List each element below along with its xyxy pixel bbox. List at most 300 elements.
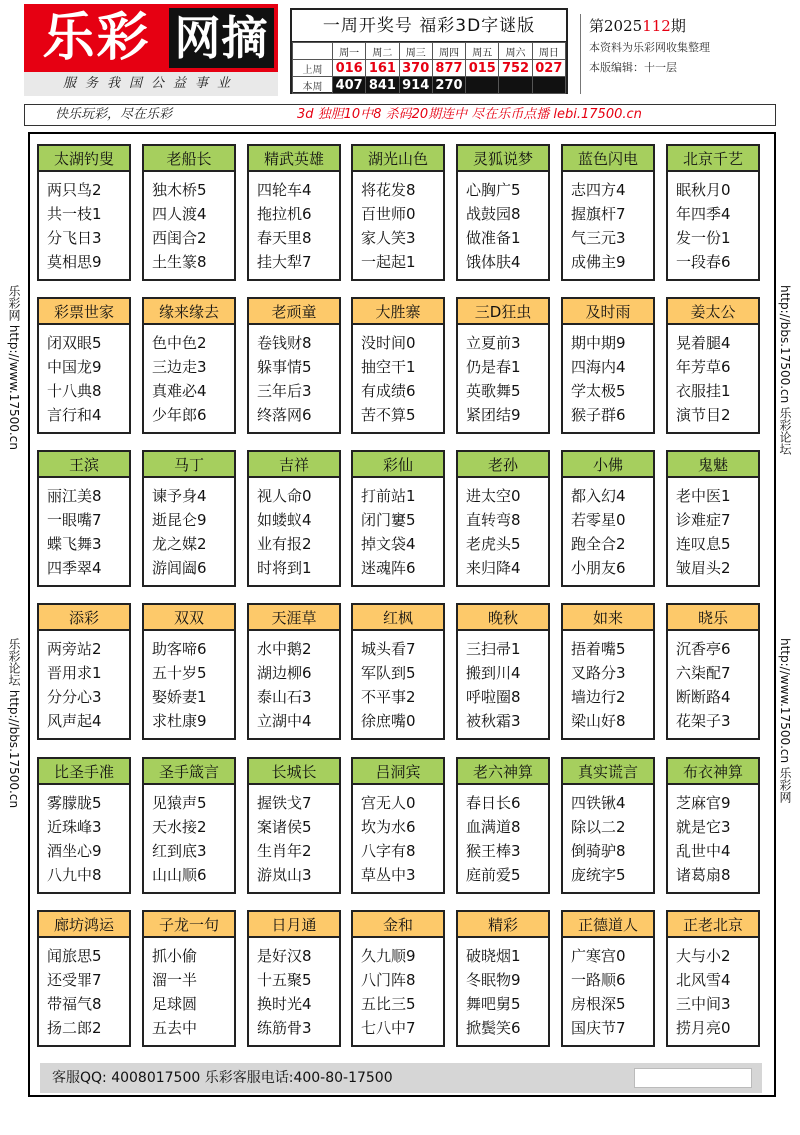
riddle-line: 分分心3 <box>47 688 102 706</box>
riddle-card <box>666 144 760 281</box>
riddle-line: 军队到5 <box>361 664 416 682</box>
riddle-line: 生肖年2 <box>257 842 312 860</box>
riddle-line: 红到底3 <box>152 842 207 860</box>
logo <box>24 4 278 72</box>
riddle-line: 如蝼蚁4 <box>257 511 312 529</box>
riddle-line: 老中医1 <box>676 487 731 505</box>
riddle-line: 不平事2 <box>361 688 416 706</box>
riddle-lines <box>361 791 416 887</box>
riddle-line: 城头看7 <box>361 640 416 658</box>
riddle-line: 断断路4 <box>676 688 731 706</box>
riddle-line: 是好汉8 <box>257 947 312 965</box>
riddle-line: 三年后3 <box>257 382 312 400</box>
riddle-line: 游闾阖6 <box>152 559 207 577</box>
riddle-lines <box>361 331 416 427</box>
riddle-line: 十五聚5 <box>257 971 312 989</box>
riddle-line: 西闺合2 <box>152 229 207 247</box>
riddle-line: 晃着腿4 <box>676 334 731 352</box>
riddle-lines <box>571 944 626 1040</box>
riddle-line: 一眼嘴7 <box>47 511 102 529</box>
slogan-left: 快乐玩彩，尽在乐彩 <box>55 107 173 122</box>
riddle-line: 业有报2 <box>257 535 312 553</box>
riddle-line: 跑全合2 <box>571 535 626 553</box>
draw-number: 914 <box>399 77 432 94</box>
riddle-author: 圣手箴言 <box>144 759 234 785</box>
weekly-draw-panel <box>290 8 568 94</box>
issue-number: 112 <box>642 17 671 35</box>
issue-info <box>580 14 780 94</box>
riddle-line: 沉香亭6 <box>676 640 731 658</box>
riddle-line: 大与小2 <box>676 947 731 965</box>
riddle-line: 晋用求1 <box>47 664 102 682</box>
riddle-line: 期中期9 <box>571 334 626 352</box>
riddle-card <box>351 144 445 281</box>
footer-bar <box>40 1063 762 1093</box>
riddle-line: 墙边行2 <box>571 688 626 706</box>
riddle-lines <box>571 637 626 733</box>
riddle-line: 换时光4 <box>257 995 312 1013</box>
riddle-line: 心胸广5 <box>466 181 521 199</box>
riddle-line: 助客啼6 <box>152 640 207 658</box>
riddle-line: 宫无人0 <box>361 794 416 812</box>
riddle-line: 躲事情5 <box>257 358 312 376</box>
riddle-line: 掉文袋4 <box>361 535 416 553</box>
riddle-lines <box>152 637 207 733</box>
riddle-line: 诊难症7 <box>676 511 731 529</box>
riddle-lines <box>152 484 207 580</box>
riddle-author: 晓乐 <box>668 605 758 631</box>
draw-number: 407 <box>333 77 366 94</box>
riddle-line: 终落网6 <box>257 406 312 424</box>
riddle-line: 逝昆仑9 <box>152 511 207 529</box>
riddle-author: 太湖钓叟 <box>39 146 129 172</box>
footer-blank-box <box>634 1068 752 1088</box>
riddle-line: 土生篆8 <box>152 253 207 271</box>
riddle-card <box>247 603 341 740</box>
riddle-line: 猴子群6 <box>571 406 626 424</box>
riddle-line: 案诸侯5 <box>257 818 312 836</box>
riddle-line: 六柒配7 <box>676 664 731 682</box>
riddle-author: 布衣神算 <box>668 759 758 785</box>
riddle-line: 山山顺6 <box>152 866 207 884</box>
riddle-card <box>37 144 131 281</box>
riddle-line: 眠秋月0 <box>676 181 731 199</box>
riddle-card <box>37 297 131 434</box>
issue-editor: 本版编辑：十一层 <box>589 61 677 74</box>
riddle-line: 搬到川4 <box>466 664 521 682</box>
riddle-card <box>561 297 655 434</box>
riddle-line: 直转弯8 <box>466 511 521 529</box>
draw-number <box>499 77 532 94</box>
riddle-line: 风声起4 <box>47 712 102 730</box>
riddle-lines <box>361 178 416 274</box>
draw-number <box>532 77 565 94</box>
riddle-line: 志四方4 <box>571 181 626 199</box>
riddle-line: 年四季4 <box>676 205 731 223</box>
riddle-author: 长城长 <box>249 759 339 785</box>
riddle-author: 廊坊鸿运 <box>39 912 129 938</box>
riddle-lines <box>466 944 521 1040</box>
riddle-lines <box>257 637 312 733</box>
riddle-line: 成佛主9 <box>571 253 626 271</box>
riddle-line: 抓小偷 <box>152 947 198 965</box>
riddle-lines <box>47 178 102 274</box>
riddle-line: 四人渡4 <box>152 205 207 223</box>
riddle-line: 做准备1 <box>466 229 521 247</box>
riddle-line: 分飞日3 <box>47 229 102 247</box>
riddle-author: 红枫 <box>353 605 443 631</box>
riddle-line: 花架子3 <box>676 712 731 730</box>
riddle-line: 还受罪7 <box>47 971 102 989</box>
riddle-lines <box>466 178 521 274</box>
riddle-line: 十八典8 <box>47 382 102 400</box>
riddle-line: 血满道8 <box>466 818 521 836</box>
riddle-line: 莫相思9 <box>47 253 102 271</box>
riddle-author: 小佛 <box>563 452 653 478</box>
riddle-line: 春天里8 <box>257 229 312 247</box>
draw-last-week-row <box>293 60 566 77</box>
riddle-line: 五比三5 <box>361 995 416 1013</box>
slogan-promo: 3d 独胆10中8 杀码20期连中 尽在乐币点播 lebi.17500.cn <box>297 107 642 122</box>
riddle-card <box>456 297 550 434</box>
riddle-author: 正德道人 <box>563 912 653 938</box>
riddle-lines <box>466 791 521 887</box>
riddle-line: 紧团结9 <box>466 406 521 424</box>
riddle-line: 游岚山3 <box>257 866 312 884</box>
draw-title: 一周开奖号 福彩3D字谜版 <box>292 10 566 42</box>
riddle-card <box>561 603 655 740</box>
riddle-line: 家人笑3 <box>361 229 416 247</box>
riddle-line: 连叹息5 <box>676 535 731 553</box>
riddle-line: 闻旅思5 <box>47 947 102 965</box>
riddle-line: 饿体肤4 <box>466 253 521 271</box>
riddle-line: 乱世中4 <box>676 842 731 860</box>
riddle-card <box>142 297 236 434</box>
riddle-line: 一段春6 <box>676 253 731 271</box>
riddle-lines <box>47 331 102 427</box>
riddle-line: 泰山石3 <box>257 688 312 706</box>
riddle-line: 掀鬓笑6 <box>466 1019 521 1037</box>
riddle-lines <box>47 791 102 887</box>
riddle-line: 言行和4 <box>47 406 102 424</box>
riddle-card <box>456 910 550 1047</box>
riddle-card <box>561 450 655 587</box>
riddle-line: 诸葛扇8 <box>676 866 731 884</box>
riddle-author: 子龙一句 <box>144 912 234 938</box>
riddle-lines <box>152 331 207 427</box>
riddle-card <box>247 910 341 1047</box>
riddle-line: 八门阵8 <box>361 971 416 989</box>
riddle-card <box>456 603 550 740</box>
riddle-author: 吉祥 <box>249 452 339 478</box>
riddle-line: 将花发8 <box>361 181 416 199</box>
riddle-author: 三D狂虫 <box>458 299 548 325</box>
riddle-card <box>142 603 236 740</box>
draw-day: 周日 <box>532 43 565 60</box>
riddle-lines <box>47 637 102 733</box>
side-text-left-top: 乐彩网 http://www.17500.cn <box>7 285 21 450</box>
issue-prefix: 第2025 <box>589 17 643 35</box>
draw-day: 周四 <box>432 43 465 60</box>
riddle-lines <box>257 791 312 887</box>
riddle-author: 晚秋 <box>458 605 548 631</box>
riddle-lines <box>257 944 312 1040</box>
riddle-lines <box>466 637 521 733</box>
riddle-line: 一起起1 <box>361 253 416 271</box>
riddle-line: 闭双眼5 <box>47 334 102 352</box>
riddle-line: 徐庶嘴0 <box>361 712 416 730</box>
draw-number: 270 <box>432 77 465 94</box>
last-week-label: 上周 <box>293 60 333 77</box>
riddle-card <box>351 910 445 1047</box>
riddle-line: 老虎头5 <box>466 535 521 553</box>
riddle-lines <box>571 791 626 887</box>
riddle-author: 湖光山色 <box>353 146 443 172</box>
riddle-card <box>247 144 341 281</box>
riddle-card <box>142 910 236 1047</box>
riddle-line: 握铁戈7 <box>257 794 312 812</box>
riddle-lines <box>676 944 731 1040</box>
riddle-line: 七八中7 <box>361 1019 416 1037</box>
riddle-lines <box>152 791 207 887</box>
riddle-author: 及时雨 <box>563 299 653 325</box>
riddle-line: 叉路分3 <box>571 664 626 682</box>
riddle-card <box>456 757 550 894</box>
riddle-card <box>456 144 550 281</box>
riddle-line: 四轮车4 <box>257 181 312 199</box>
riddle-author: 蓝色闪电 <box>563 146 653 172</box>
riddle-author: 马丁 <box>144 452 234 478</box>
riddle-line: 捞月亮0 <box>676 1019 731 1037</box>
draw-days-row <box>293 43 566 60</box>
riddle-line: 一路顺6 <box>571 971 626 989</box>
riddle-line: 五去中 <box>152 1019 198 1037</box>
riddle-card <box>666 757 760 894</box>
riddle-author: 老船长 <box>144 146 234 172</box>
riddle-author: 姜太公 <box>668 299 758 325</box>
riddle-line: 求杜康9 <box>152 712 207 730</box>
riddle-line: 庭前爱5 <box>466 866 521 884</box>
riddle-lines <box>47 944 102 1040</box>
riddle-line: 呼啦圈8 <box>466 688 521 706</box>
issue-number-line <box>589 14 780 38</box>
riddle-line: 都入幻4 <box>571 487 626 505</box>
riddle-line: 演节目2 <box>676 406 731 424</box>
riddle-card <box>37 450 131 587</box>
riddle-card <box>666 297 760 434</box>
riddle-lines <box>676 178 731 274</box>
riddle-card <box>456 450 550 587</box>
riddle-line: 见猿声5 <box>152 794 207 812</box>
logo-right-text: 网摘 <box>169 8 274 68</box>
riddle-lines <box>571 484 626 580</box>
this-week-label: 本周 <box>293 77 333 94</box>
draw-number <box>466 77 499 94</box>
riddle-line: 带福气8 <box>47 995 102 1013</box>
riddle-author: 彩仙 <box>353 452 443 478</box>
riddle-lines <box>571 178 626 274</box>
logo-subtitle: 服务我国公益事业 <box>24 72 278 96</box>
riddle-line: 有成绩6 <box>361 382 416 400</box>
riddle-line: 破晓烟1 <box>466 947 521 965</box>
riddle-line: 湖边柳6 <box>257 664 312 682</box>
riddle-author: 双双 <box>144 605 234 631</box>
riddle-card <box>666 910 760 1047</box>
riddle-line: 学太极5 <box>571 382 626 400</box>
riddle-card <box>666 603 760 740</box>
riddle-line: 近珠峰3 <box>47 818 102 836</box>
riddle-lines <box>152 178 207 274</box>
riddle-card <box>37 910 131 1047</box>
riddle-line: 卷钱财8 <box>257 334 312 352</box>
riddle-line: 打前站1 <box>361 487 416 505</box>
riddle-author: 如来 <box>563 605 653 631</box>
riddle-line: 三扫帚1 <box>466 640 521 658</box>
riddle-lines <box>361 637 416 733</box>
riddle-line: 立夏前3 <box>466 334 521 352</box>
riddle-lines <box>676 637 731 733</box>
riddle-line: 被秋霜3 <box>466 712 521 730</box>
riddle-author: 彩票世家 <box>39 299 129 325</box>
riddle-line: 五十岁5 <box>152 664 207 682</box>
riddle-line: 苦不算5 <box>361 406 416 424</box>
riddle-author: 缘来缘去 <box>144 299 234 325</box>
riddle-lines <box>257 178 312 274</box>
draw-day: 周三 <box>399 43 432 60</box>
riddle-line: 进太空0 <box>466 487 521 505</box>
riddle-card <box>142 144 236 281</box>
riddle-card <box>351 757 445 894</box>
riddle-card <box>561 757 655 894</box>
logo-left-text: 乐彩 <box>42 7 151 68</box>
riddle-lines <box>47 484 102 580</box>
riddle-author: 大胜寨 <box>353 299 443 325</box>
side-text-left-bottom: 乐彩论坛 http://bbs.17500.cn <box>7 638 21 809</box>
riddle-author: 精武英雄 <box>249 146 339 172</box>
riddle-author: 正老北京 <box>668 912 758 938</box>
riddle-line: 小朋友6 <box>571 559 626 577</box>
draw-table <box>292 42 566 94</box>
riddle-lines <box>361 484 416 580</box>
riddle-card <box>351 450 445 587</box>
riddle-line: 若零星0 <box>571 511 626 529</box>
riddle-line: 溜一半 <box>152 971 198 989</box>
riddle-lines <box>257 331 312 427</box>
riddle-line: 抽空干1 <box>361 358 416 376</box>
riddle-line: 气三元3 <box>571 229 626 247</box>
riddle-line: 庞统字5 <box>571 866 626 884</box>
riddle-line: 房根深5 <box>571 995 626 1013</box>
riddle-lines <box>152 944 197 1040</box>
riddle-lines <box>361 944 416 1040</box>
riddle-line: 来归降4 <box>466 559 521 577</box>
riddle-line: 四季翠4 <box>47 559 102 577</box>
slogan-bar <box>24 104 776 126</box>
riddle-line: 少年郎6 <box>152 406 207 424</box>
riddle-author: 真实谎言 <box>563 759 653 785</box>
riddle-line: 三边走3 <box>152 358 207 376</box>
riddle-author: 老六神算 <box>458 759 548 785</box>
footer-contact: 客服QQ: 4008017500 乐彩客服电话:400-80-17500 <box>52 1070 393 1086</box>
riddle-lines <box>466 484 521 580</box>
riddle-line: 两只鸟2 <box>47 181 102 199</box>
riddle-line: 北风雪4 <box>676 971 731 989</box>
riddle-line: 迷魂阵6 <box>361 559 416 577</box>
draw-number: 027 <box>532 60 565 77</box>
riddle-line: 三中间3 <box>676 995 731 1013</box>
riddle-line: 捂着嘴5 <box>571 640 626 658</box>
draw-number: 841 <box>366 77 399 94</box>
riddle-line: 年芳草6 <box>676 358 731 376</box>
issue-suffix: 期 <box>670 17 686 35</box>
riddle-line: 酒坐心9 <box>47 842 102 860</box>
riddle-line: 扬二郎2 <box>47 1019 102 1037</box>
riddle-line: 水中鹅2 <box>257 640 312 658</box>
riddle-line: 中国龙9 <box>47 358 102 376</box>
riddle-author: 金和 <box>353 912 443 938</box>
riddle-author: 比圣手准 <box>39 759 129 785</box>
riddle-line: 坎为水6 <box>361 818 416 836</box>
riddle-card <box>37 603 131 740</box>
riddle-line: 丽江美8 <box>47 487 102 505</box>
riddle-line: 视人命0 <box>257 487 312 505</box>
riddle-line: 仍是春1 <box>466 358 521 376</box>
riddle-line: 两旁站2 <box>47 640 102 658</box>
riddle-author: 灵狐说梦 <box>458 146 548 172</box>
riddle-line: 就是它3 <box>676 818 731 836</box>
riddle-card <box>561 910 655 1047</box>
draw-number: 752 <box>499 60 532 77</box>
draw-number: 016 <box>333 60 366 77</box>
riddle-author: 王滨 <box>39 452 129 478</box>
draw-number: 161 <box>366 60 399 77</box>
riddle-line: 娶娇妻1 <box>152 688 207 706</box>
riddle-line: 战鼓园8 <box>466 205 521 223</box>
riddle-line: 谏予身4 <box>152 487 207 505</box>
riddle-lines <box>676 484 731 580</box>
riddle-line: 除以二2 <box>571 818 626 836</box>
riddle-line: 四海内4 <box>571 358 626 376</box>
riddle-lines <box>676 331 731 427</box>
riddle-card <box>37 757 131 894</box>
riddle-line: 立湖中4 <box>257 712 312 730</box>
riddle-line: 国庆节7 <box>571 1019 626 1037</box>
riddle-line: 英歌舞5 <box>466 382 521 400</box>
riddle-line: 冬眠物9 <box>466 971 521 989</box>
riddle-line: 八九中8 <box>47 866 102 884</box>
riddle-card <box>247 297 341 434</box>
riddle-line: 猴王棒3 <box>466 842 521 860</box>
riddle-card <box>351 603 445 740</box>
riddle-lines <box>257 484 312 580</box>
riddle-line: 天水接2 <box>152 818 207 836</box>
riddle-author: 吕洞宾 <box>353 759 443 785</box>
riddle-line: 发一份1 <box>676 229 731 247</box>
riddle-card <box>561 144 655 281</box>
draw-number: 015 <box>466 60 499 77</box>
riddle-line: 拖拉机6 <box>257 205 312 223</box>
draw-day: 周六 <box>499 43 532 60</box>
riddle-card <box>247 757 341 894</box>
riddle-line: 衣服挂1 <box>676 382 731 400</box>
riddle-line: 八字有8 <box>361 842 416 860</box>
riddle-lines <box>676 791 731 887</box>
riddle-line: 春日长6 <box>466 794 521 812</box>
riddle-line: 色中色2 <box>152 334 207 352</box>
riddle-card <box>666 450 760 587</box>
riddle-line: 雾朦胧5 <box>47 794 102 812</box>
riddle-card <box>142 450 236 587</box>
